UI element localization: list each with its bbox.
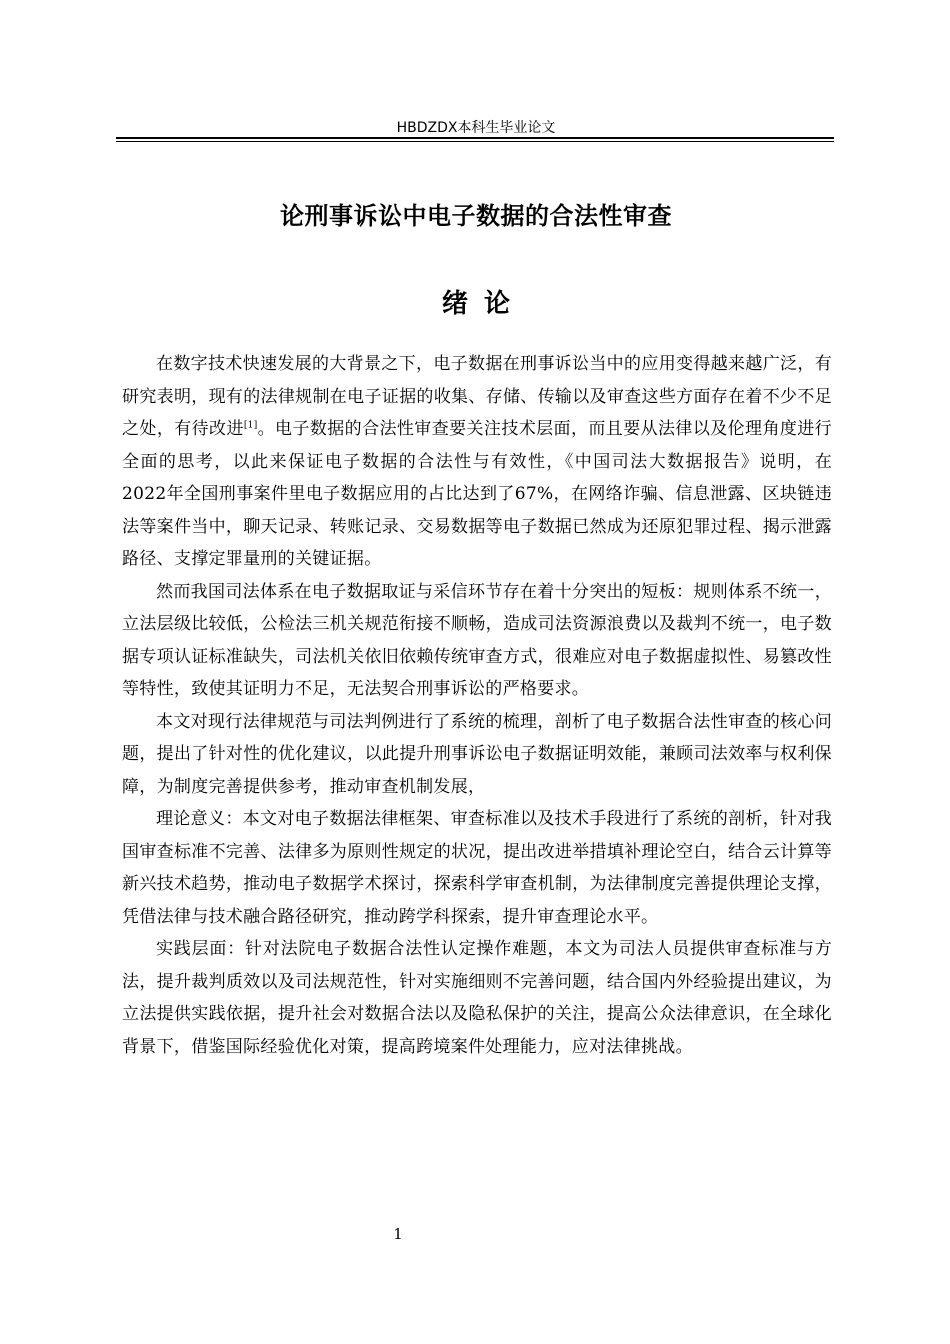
paragraph-4: 理论意义：本文对电子数据法律框架、审查标准以及技术手段进行了系统的剖析，针对我国审查标准不完善、法律多为原则性规定的状况，提出改进举措填补理论空白，结合云计算等新兴技术趋势，推动电子数据学术探讨，探索科学审查机制，为法律制度完善提供理论支撑，凭借法律与技术融合路径研究，推动跨学科探索，提升审查理论水平。 (122, 809, 832, 927)
page-number: 1 (393, 1225, 403, 1243)
section-heading-char-2: 论 (484, 289, 511, 319)
paragraph-1-part-1: 在数字技术快速发展的大背景之下，电子数据在刑事诉讼当中的应用变得越来越广泛，有研究表明，现有的法律规制在电子证据的收集、存储、传输以及审查这些方面存在着不少不足之处，有待改进 (122, 354, 832, 439)
paragraph-2: 然而我国司法体系在电子数据取证与采信环节存在着十分突出的短板：规则体系不统一，立法层级比较低，公检法三机关规范衔接不顺畅，造成司法资源浪费以及裁判不统一，电子数据专项认证标准缺失，司法机关依旧依赖传统审查方式，很难应对电子数据虚拟性、易篡改性等特性，致使其证明力不足，无法契合刑事诉讼的严格要求。 (122, 581, 832, 699)
paragraph-3: 本文对现行法律规范与司法判例进行了系统的梳理，剖析了电子数据合法性审查的核心问题，提出了针对性的优化建议，以此提升刑事诉讼电子数据证明效能，兼顾司法效率与权利保障，为制度完善提供参考，推动审查机制发展， (122, 711, 832, 797)
header-rule-thin (116, 141, 834, 142)
body-text (122, 348, 832, 1063)
paragraph-1-part-2: 。电子数据的合法性审查要关注技术层面，而且要从法律以及伦理角度进行全面的思考，以此来保证电子数据的合法性与有效性，《中国司法大数据报告》说明，在2022年全国刑事案件里电子数据应用的占比达到了67%，在网络诈骗、信息泄露、区块链违法等案件当中，聊天记录、转账记录、交易数据等电子数据已然成为还原犯罪过程、揭示泄露路径、支撑定罪量刑的关键证据。 (122, 419, 832, 569)
running-header: HBDZDX本科生毕业论文 (396, 120, 556, 136)
citation-marker: [1] (243, 420, 258, 431)
header-rule-thick (116, 137, 834, 139)
section-heading-char-1: 绪 (441, 289, 468, 319)
paper-title: 论刑事诉讼中电子数据的合法性审查 (280, 202, 672, 230)
section-heading (118, 284, 834, 324)
paragraph-1 (122, 348, 832, 576)
paragraph-5: 实践层面：针对法院电子数据合法性认定操作难题，本文为司法人员提供审查标准与方法，提升裁判质效以及司法规范性，针对实施细则不完善问题，结合国内外经验提出建议，为立法提供实践依据，提升社会对数据合法以及隐私保护的关注，提高公众法律意识，在全球化背景下，借鉴国际经验优化对策，提高跨境案件处理能力，应对法律挑战。 (122, 939, 832, 1057)
